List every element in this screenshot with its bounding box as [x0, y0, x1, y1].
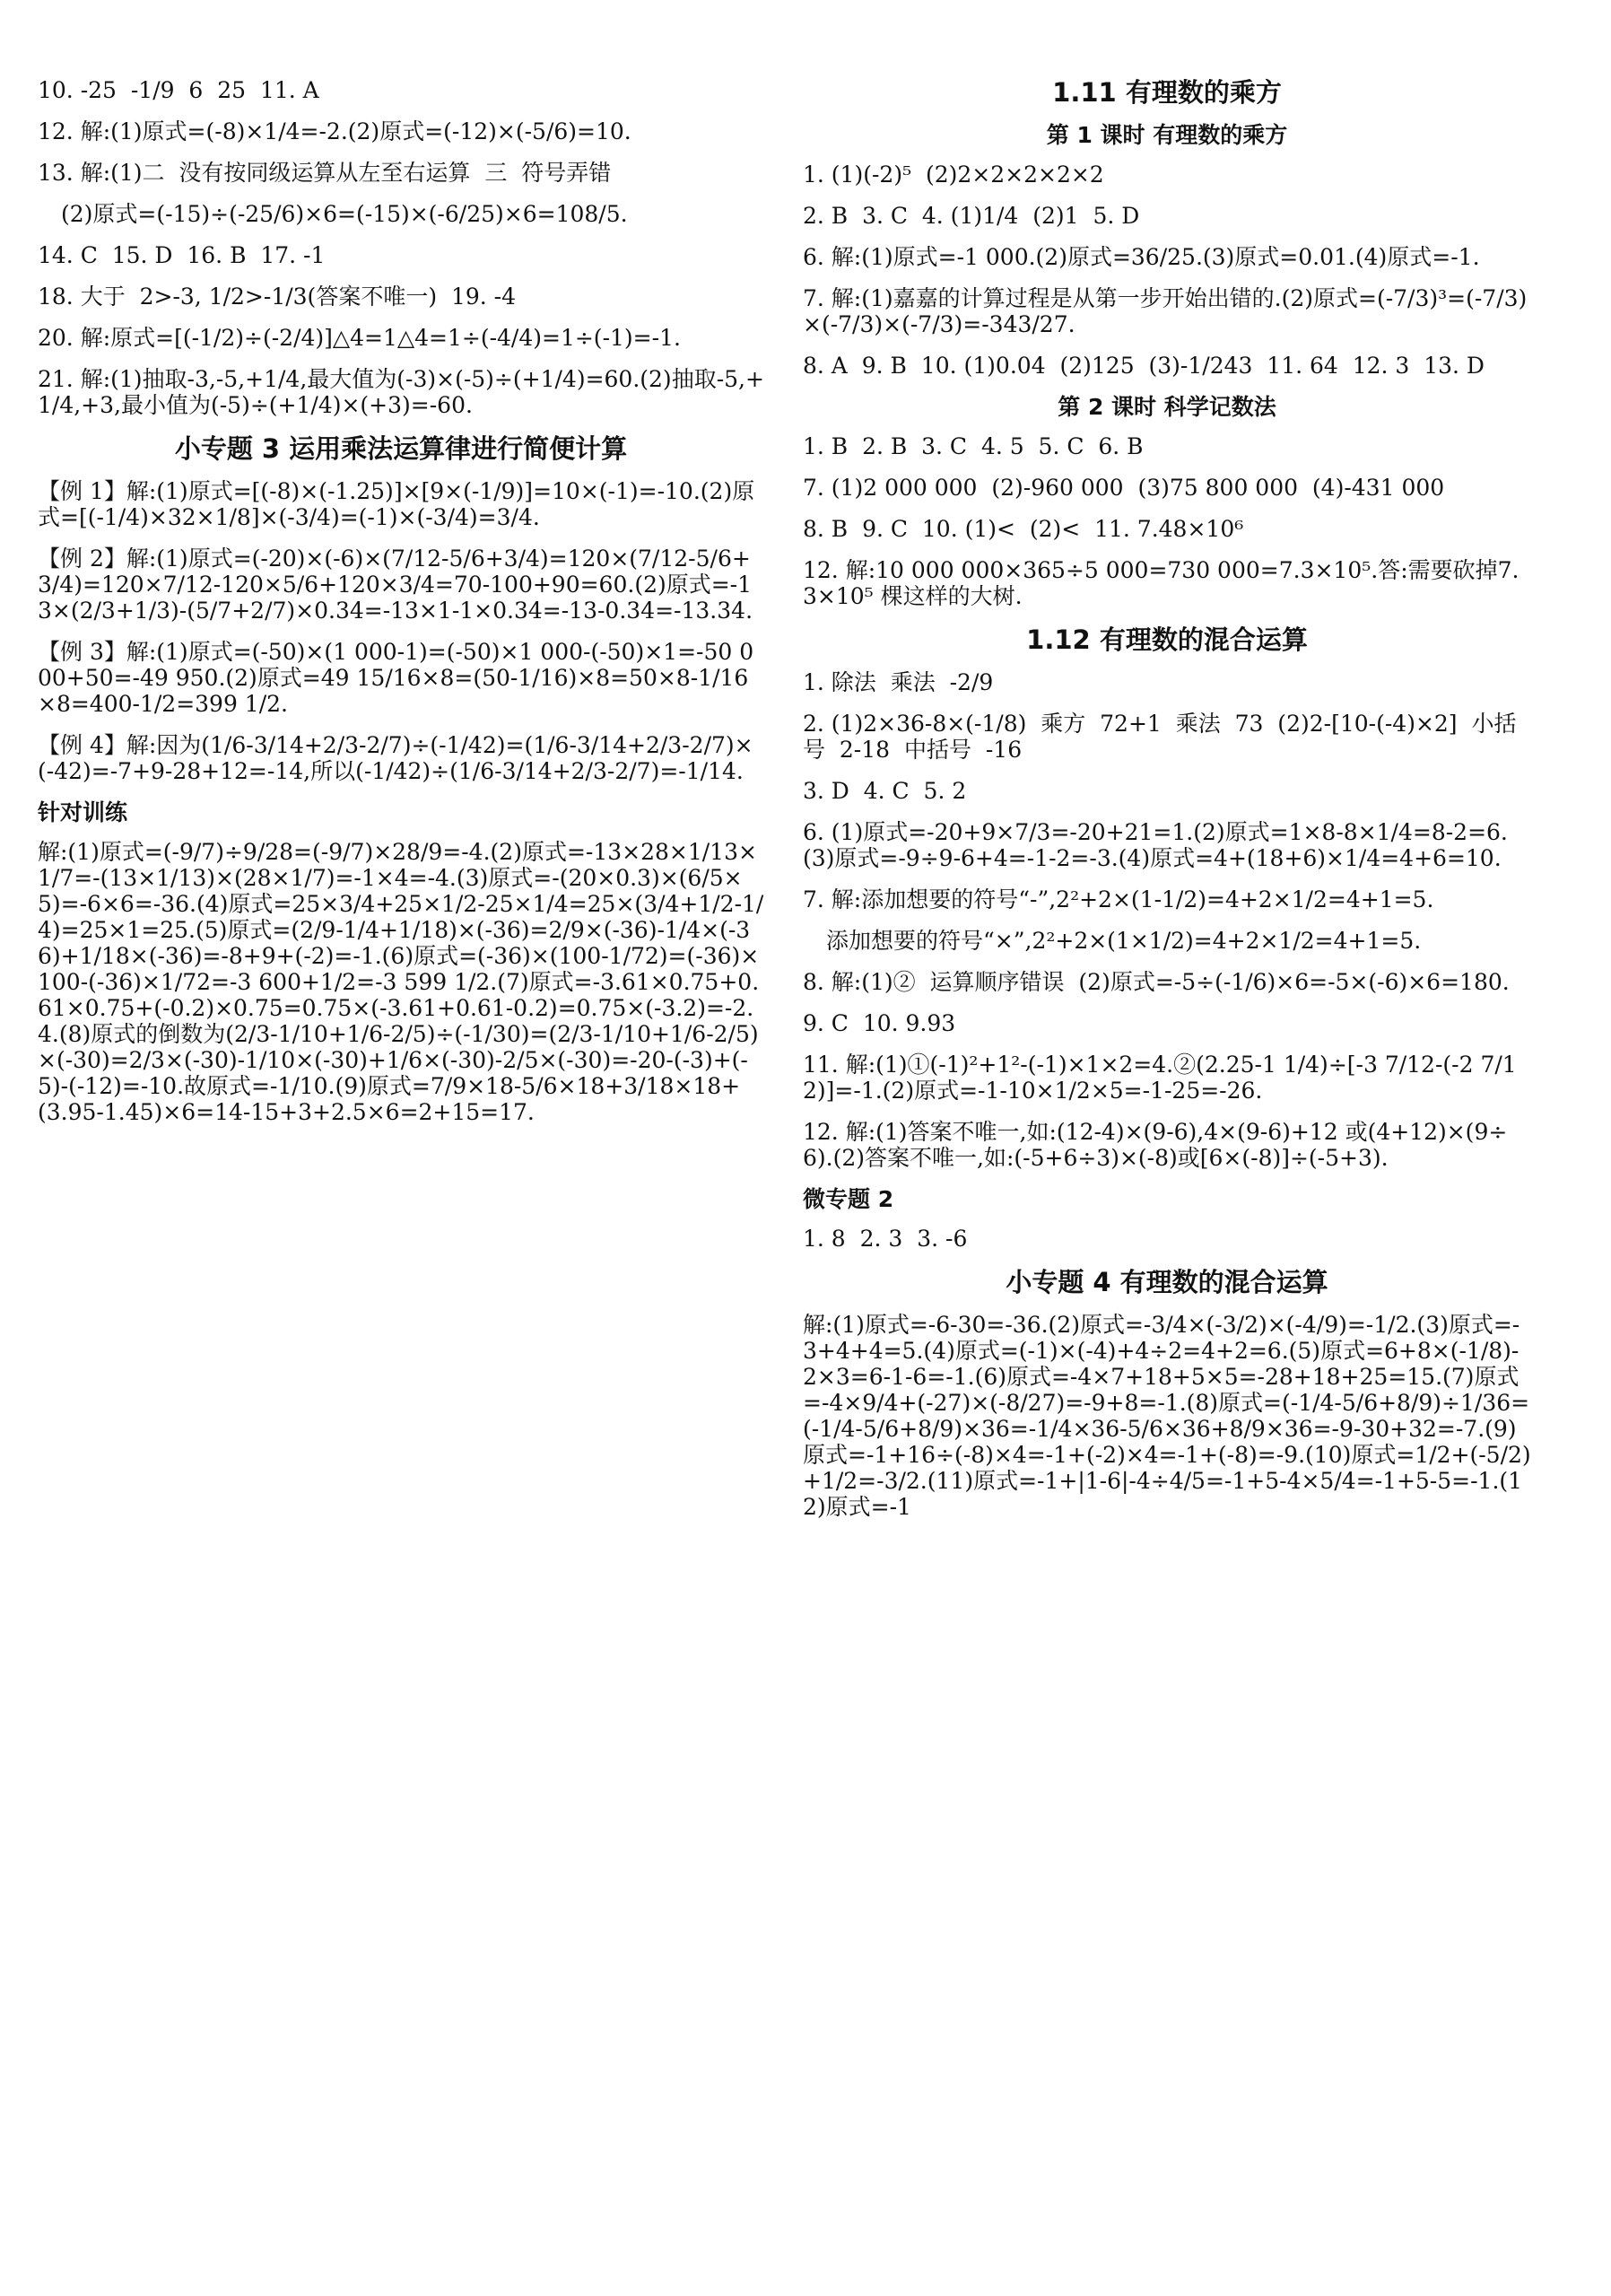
lesson2-line-12: 12. 解:10 000 000×365÷5 000=730 000=7.3×10⁵.答:需要砍掉7.3×10⁵ 棵这样的大树. [803, 557, 1520, 609]
answer-line-13-part2: (2)原式=(-15)÷(-25/6)×6=(-15)×(-6/25)×6=108/5. [61, 201, 628, 227]
lesson-1-title: 第 1 课时 有理数的乘方 [1046, 122, 1288, 148]
section-title-1-11: 1.11 有理数的乘方 [1052, 77, 1282, 108]
lesson-2-title: 第 2 课时 科学记数法 [1058, 394, 1276, 420]
training-solution: 解:(1)原式=(-9/7)÷9/28=(-9/7)×28/9=-4.(2)原式=-13×28×1/13×1/7=-(13×1/13)×(28×1/7)=-1×4=-4.(3)原式=-(20×0.3)×(6/5×5)=-6×6=-36.(4)原式=25×3/4+25×1/2-25×1/4=25×(3/4+1/2-1/4)=25×1=25.(5)原式=(2/9-1/4+1/18)×(-36)=2/9×(-36)-1/4×(-36)+1/18×(-36)=-8+9+(-2)=-1.(6)原式=(-36)×(100-1/72)=(-36)×100-(-36)×1/72=-3 600+1/2=-3 599 1/2.(7)原式=-3.61×0.75+0.61×0.75+(-0.2)×0.75=0.75×(-3.61+0.61-0.2)=0.75×(-3.2)=-2.4.(8)原式的倒数为(2/3-1/10+1/6-2/5)÷(-1/30)=(2/3-1/10+1/6-2/5)×(-30)=2/3×(-30)-1/10×(-30)+1/6×(-30)-2/5×(-30)=-20-(-3)+(-5)-(-12)=-10.故原式=-1/10.(9)原式=7/9×18-5/6×18+3/18×18+(3.95-1.45)×6=14-15+3+2.5×6=2+15=17. [38, 839, 764, 1125]
lesson2-line-8: 8. B 9. C 10. (1)< (2)< 11. 7.48×10⁶ [803, 516, 1244, 542]
section-title-1-12: 1.12 有理数的混合运算 [1026, 624, 1308, 655]
mixed-line-6: 6. (1)原式=-20+9×7/3=-20+21=1.(2)原式=1×8-8×1/4=8-2=6.(3)原式=-9÷9-6+4=-1-2=-3.(4)原式=4+(18+6)×1/4=4+6=10. [803, 819, 1508, 871]
example-2: 【例 2】解:(1)原式=(-20)×(-6)×(7/12-5/6+3/4)=120×(7/12-5/6+3/4)=120×7/12-120×5/6+120×3/4=70-100+90=60.(2)原式=-13×(2/3+1/3)-(5/7+2/7)×0.34=-13×1-1×0.34=-13-0.34=-13.34. [38, 546, 753, 624]
lesson1-line-8: 8. A 9. B 10. (1)0.04 (2)125 (3)-1/243 11. 64 12. 3 13. D [803, 353, 1485, 379]
answer-line-20: 20. 解:原式=[(-1/2)÷(-2/4)]△4=1△4=1÷(-4/4)=1÷(-1)=-1. [38, 325, 681, 351]
example-1: 【例 1】解:(1)原式=[(-8)×(-1.25)]×[9×(-1/9)]=10×(-1)=-10.(2)原式=[(-1/4)×32×1/8]×(-3/4)=(-1)×(-3/4)=3/4. [38, 478, 755, 530]
answer-line-12: 12. 解:(1)原式=(-8)×1/4=-2.(2)原式=(-12)×(-5/6)=10. [38, 118, 631, 144]
mixed-line-7a: 7. 解:添加想要的符号“-”,2²+2×(1-1/2)=4+2×1/2=4+1=5. [803, 886, 1434, 912]
mixed-line-11: 11. 解:(1)①(-1)²+1²-(-1)×1×2=4.②(2.25-1 1/4)÷[-3 7/12-(-2 7/12)]=-1.(2)原式=-1-10×1/2×5=-1-25=-26. [803, 1052, 1517, 1104]
mixed-line-2: 2. (1)2×36-8×(-1/8) 乘方 72+1 乘法 73 (2)2-[10-(-4)×2] 小括号 2-18 中括号 -16 [803, 711, 1517, 763]
training-title: 针对训练 [38, 799, 128, 825]
answer-line-13: 13. 解:(1)二 没有按同级运算从左至右运算 三 符号弄错 [38, 160, 612, 186]
example-3: 【例 3】解:(1)原式=(-50)×(1 000-1)=(-50)×1 000-(-50)×1=-50 000+50=-49 950.(2)原式=49 15/16×8=(50-1/16)×8=50×8-1/16×8=400-1/2=399 1/2. [38, 639, 754, 717]
lesson1-line-2: 2. B 3. C 4. (1)1/4 (2)1 5. D [803, 203, 1140, 229]
section-title-topic3: 小专题 3 运用乘法运算律进行简便计算 [174, 433, 628, 464]
mixed-line-7b: 添加想要的符号“×”,2²+2×(1×1/2)=4+2×1/2=4+1=5. [826, 928, 1422, 954]
answer-line-10-11: 10. -25 -1/9 6 25 11. A [38, 77, 319, 103]
micro-topic-title: 微专题 2 [803, 1186, 894, 1212]
left-column [38, 77, 764, 1140]
section-title-topic4: 小专题 4 有理数的混合运算 [1006, 1267, 1328, 1297]
right-column [803, 77, 1531, 1535]
answer-line-18-19: 18. 大于 2>-3, 1/2>-1/3(答案不唯一) 19. -4 [38, 284, 517, 310]
mixed-line-12: 12. 解:(1)答案不唯一,如:(12-4)×(9-6),4×(9-6)+12 或(4+12)×(9÷6).(2)答案不唯一,如:(-5+6÷3)×(-8)或[6×(-8)]÷(-5+3). [803, 1119, 1508, 1171]
topic4-solution: 解:(1)原式=-6-30=-36.(2)原式=-3/4×(-3/2)×(-4/9)=-1/2.(3)原式=-3+4+4=5.(4)原式=(-1)×(-4)+4÷2=4+2=6.(5)原式=6+8×(-1/8)-2×3=6-1-6=-1.(6)原式=-4×7+18+5×5=-28+18+25=15.(7)原式=-4×9/4+(-27)×(-8/27)=-9+8=-1.(8)原式=(-1/4-5/6+8/9)÷1/36=(-1/4-5/6+8/9)×36=-1/4×36-5/6×36+8/9×36=-9-30+32=-7.(9)原式=-1+16÷(-8)×4=-1+(-2)×4=-1+(-8)=-9.(10)原式=1/2+(-5/2)+1/2=-3/2.(11)原式=-1+|1-6|-4÷4/5=-1+5-4×5/4=-1+5-5=-1.(12)原式=-1 [803, 1312, 1531, 1520]
mixed-line-8: 8. 解:(1)② 运算顺序错误 (2)原式=-5÷(-1/6)×6=-5×(-6)×6=180. [803, 969, 1510, 995]
lesson1-line-6: 6. 解:(1)原式=-1 000.(2)原式=36/25.(3)原式=0.01.(4)原式=-1. [803, 244, 1480, 270]
answer-line-14-17: 14. C 15. D 16. B 17. -1 [38, 242, 326, 268]
lesson1-line-1: 1. (1)(-2)⁵ (2)2×2×2×2×2 [803, 162, 1104, 188]
mixed-line-1: 1. 除法 乘法 -2/9 [803, 669, 994, 695]
mixed-line-9: 9. C 10. 9.93 [803, 1010, 956, 1036]
mixed-line-3: 3. D 4. C 5. 2 [803, 778, 967, 804]
lesson1-line-7: 7. 解:(1)嘉嘉的计算过程是从第一步开始出错的.(2)原式=(-7/3)³=(-7/3)×(-7/3)×(-7/3)=-343/27. [803, 285, 1528, 337]
answer-line-21: 21. 解:(1)抽取-3,-5,+1/4,最大值为(-3)×(-5)÷(+1/4)=60.(2)抽取-5,+1/4,+3,最小值为(-5)÷(+1/4)×(+3)=-60. [38, 366, 764, 418]
lesson2-line-1: 1. B 2. B 3. C 4. 5 5. C 6. B [803, 433, 1144, 459]
lesson2-line-7: 7. (1)2 000 000 (2)-960 000 (3)75 800 000 (4)-431 000 [803, 475, 1445, 501]
example-4: 【例 4】解:因为(1/6-3/14+2/3-2/7)÷(-1/42)=(1/6-3/14+2/3-2/7)×(-42)=-7+9-28+12=-14,所以(-1/42)÷(1/6-3/14+2/3-2/7)=-1/14. [38, 732, 753, 784]
micro-topic-answers: 1. 8 2. 3 3. -6 [803, 1226, 968, 1252]
